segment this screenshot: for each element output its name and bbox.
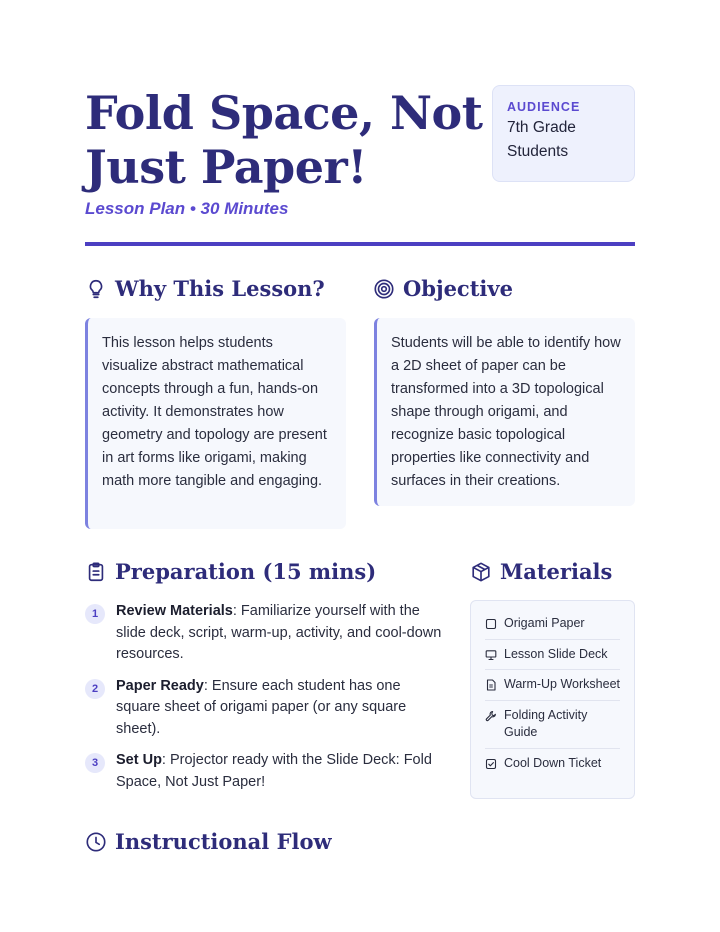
clock-icon [85,831,107,853]
why-section-heading [85,276,325,301]
material-label: Cool Down Ticket [504,755,602,770]
list-item [85,676,445,741]
document-icon [485,679,497,691]
list-item [485,640,620,671]
material-label: Folding Activity Guide [504,707,588,739]
instructional-flow-section-heading [85,829,332,854]
materials-heading: Materials [500,559,613,584]
material-label: Warm-Up Worksheet [504,677,620,691]
instructional-flow-heading: Instructional Flow [115,829,332,854]
audience-card [492,85,635,182]
page-subtitle: Lesson Plan • 30 Minutes [85,199,289,218]
objective-heading: Objective [403,276,513,301]
preparation-section-heading [85,559,376,584]
why-body: This lesson helps students visualize abstract mathematical concepts through a fun, hands-on activity. It demonstrates how geometry and topology are present in art forms like origami, making math more tangible and engaging. [102,335,327,489]
presentation-icon [485,649,497,661]
materials-section-heading [470,559,612,584]
list-item [85,750,445,793]
objective-body: Students will be able to identify how a 2D sheet of paper can be transformed into a 3D topological shape through origami, and recognize basic topological properties like connectivity and surfaces in their creations. [391,335,621,489]
step-text: : Ensure each student has one square sheet of origami paper (or any square sheet). [116,677,407,737]
wrench-icon [485,710,497,722]
header-divider [85,242,635,246]
list-item [485,670,620,701]
page-title: Fold Space, Not Just Paper! [85,86,483,194]
clipboard-icon [85,561,107,583]
step-number: 1 [85,604,105,624]
list-item [85,601,445,666]
square-icon [485,618,497,630]
step-text: : Familiarize yourself with the slide deck, script, warm-up, activity, and cool-down resources. [116,603,442,662]
material-label: Lesson Slide Deck [504,646,608,661]
objective-section-heading [373,276,513,301]
step-title: Review Materials [116,603,233,619]
lesson-plan-page [85,0,635,932]
check-square-icon [485,758,497,770]
step-title: Paper Ready [116,677,204,694]
why-card [85,318,346,529]
material-label: Origami Paper [504,616,585,630]
materials-list [470,600,635,799]
list-item [485,701,620,749]
cube-icon [470,561,492,583]
why-heading: Why This Lesson? [115,276,325,301]
step-number: 3 [85,753,105,773]
step-text: : Projector ready with the Slide Deck: Fold Space, Not Just Paper! [116,752,432,790]
list-item [485,609,620,640]
step-title: Set Up [116,752,162,768]
lightbulb-icon [85,278,107,300]
preparation-heading: Preparation (15 mins) [115,559,377,584]
list-item [485,749,620,779]
preparation-list [85,601,445,803]
target-icon [373,278,395,300]
step-number: 2 [85,679,105,699]
objective-card [374,318,635,506]
audience-value: 7th Grade Students [507,119,576,160]
audience-label: AUDIENCE [507,100,581,114]
